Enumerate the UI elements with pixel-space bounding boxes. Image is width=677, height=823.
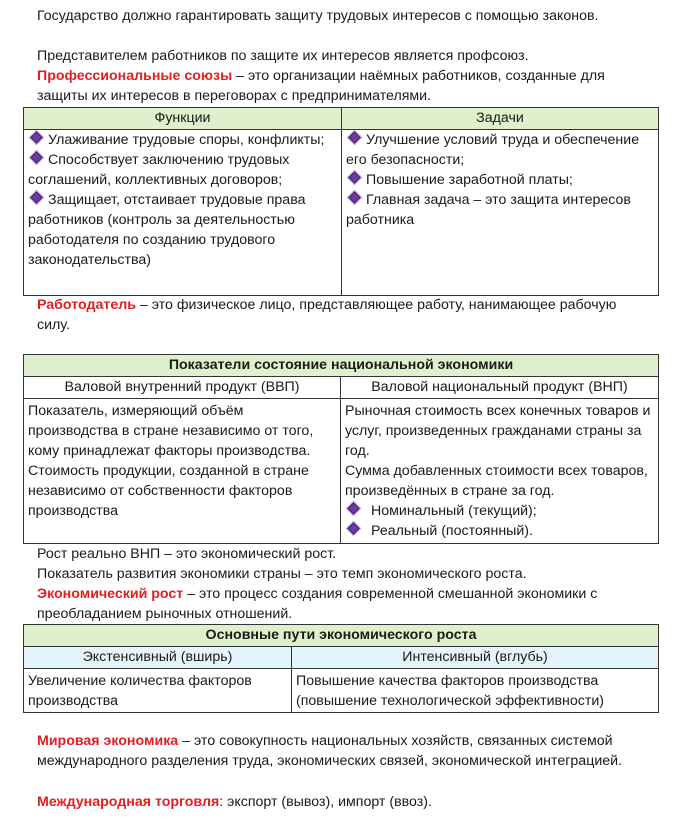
gdp-cell: [24, 399, 341, 544]
employer-definition: [37, 295, 637, 335]
trade-unions-text: – это организации наёмных работников, созданные для защиты их интересов в переговорах с предпринимателями.: [37, 68, 605, 104]
intro-paragraph-laws: Государство должно гарантировать защиту трудовых интересов с помощью законов.: [37, 8, 599, 24]
growth-statement: Рост реально ВНП – это экономический рост.: [37, 546, 337, 562]
diamond-bullet-icon: [29, 150, 45, 166]
economic-growth-term: Экономический рост: [37, 586, 184, 602]
gdp-value-definition: Стоимость продукции, созданной в стране независимо от собственности факторов производства: [28, 463, 309, 519]
economy-table: [23, 354, 659, 544]
diamond-bullet-icon: [347, 170, 363, 186]
gnp-type-item: Номинальный (текущий);: [345, 501, 654, 521]
functions-header: Функции: [24, 108, 342, 130]
function-item: Способствует заключению трудовых соглашений, коллективных договоров;: [28, 150, 337, 190]
economic-growth-definition: [37, 584, 637, 624]
international-trade-definition: [37, 792, 637, 812]
gnp-value-definition: Сумма добавленных стоимости всех товаров, произведённых в стране за год.: [345, 463, 648, 499]
function-item: Защищает, отстаивает трудовые права работников (контроль за деятельностью работодателя по созданию трудового законодательства): [28, 190, 337, 270]
extensive-header: Экстенсивный (вширь): [24, 647, 292, 669]
growth-table: [23, 624, 659, 713]
gnp-definition: Рыночная стоимость всех конечных товаров и услуг, произведенных гражданами страны за год.: [345, 403, 651, 459]
intensive-cell: Повышение качества факторов производства (повышение технологической эффективности): [292, 669, 659, 713]
extensive-cell: Увеличение количества факторов производства: [24, 669, 292, 713]
economy-table-title: Показатели состояние национальной экономики: [24, 355, 659, 377]
diamond-bullet-icon: [29, 190, 45, 206]
functions-cell: [24, 130, 342, 296]
trade-unions-definition: [37, 66, 637, 106]
world-economy-term: Мировая экономика: [37, 733, 179, 749]
task-item: Улучшение условий труда и обеспечение его безопасности;: [346, 130, 654, 170]
employer-term: Работодатель: [37, 297, 136, 313]
economic-growth-text: – это процесс создания современной смешанной экономики с преобладанием рыночных отношений.: [37, 586, 598, 622]
gnp-header: Валовой национальный продукт (ВНП): [341, 377, 659, 399]
international-trade-text: : экспорт (вывоз), импорт (ввоз).: [219, 794, 432, 810]
gnp-type-item: Реальный (постоянный).: [345, 521, 654, 541]
intro-paragraph-union: Представителем работников по защите их интересов является профсоюз.: [37, 48, 529, 64]
diamond-bullet-icon: [346, 501, 362, 517]
growth-indicator: Показатель развития экономики страны – это темп экономического роста.: [37, 566, 527, 582]
trade-unions-term: Профессиональные союзы: [37, 68, 233, 84]
unions-table: [23, 107, 659, 296]
world-economy-text: – это совокупность национальных хозяйств, связанных системой международного разделения труда, экономических связей, экономической интеграцией.: [37, 733, 623, 769]
gdp-header: Валовой внутренний продукт (ВВП): [24, 377, 341, 399]
growth-table-title: Основные пути экономического роста: [24, 625, 659, 647]
gnp-cell: [341, 399, 659, 544]
employer-text: – это физическое лицо, представляющее работу, нанимающее рабочую силу.: [37, 297, 617, 333]
intensive-header: Интенсивный (вглубь): [292, 647, 659, 669]
task-item: Главная задача – это защита интересов работника: [346, 190, 654, 230]
international-trade-term: Международная торговля: [37, 794, 220, 810]
diamond-bullet-icon: [346, 521, 362, 537]
tasks-header: Задачи: [342, 108, 659, 130]
diamond-bullet-icon: [347, 190, 363, 206]
diamond-bullet-icon: [29, 130, 45, 146]
tasks-cell: [342, 130, 659, 296]
world-economy-definition: [37, 731, 637, 771]
diamond-bullet-icon: [347, 130, 363, 146]
task-item: Повышение заработной платы;: [346, 170, 654, 190]
function-item: Улаживание трудовые споры, конфликты;: [28, 130, 337, 150]
gdp-definition: Показатель, измеряющий объём производства в стране независимо от того, кому принадлежат факторы производства.: [28, 403, 314, 459]
